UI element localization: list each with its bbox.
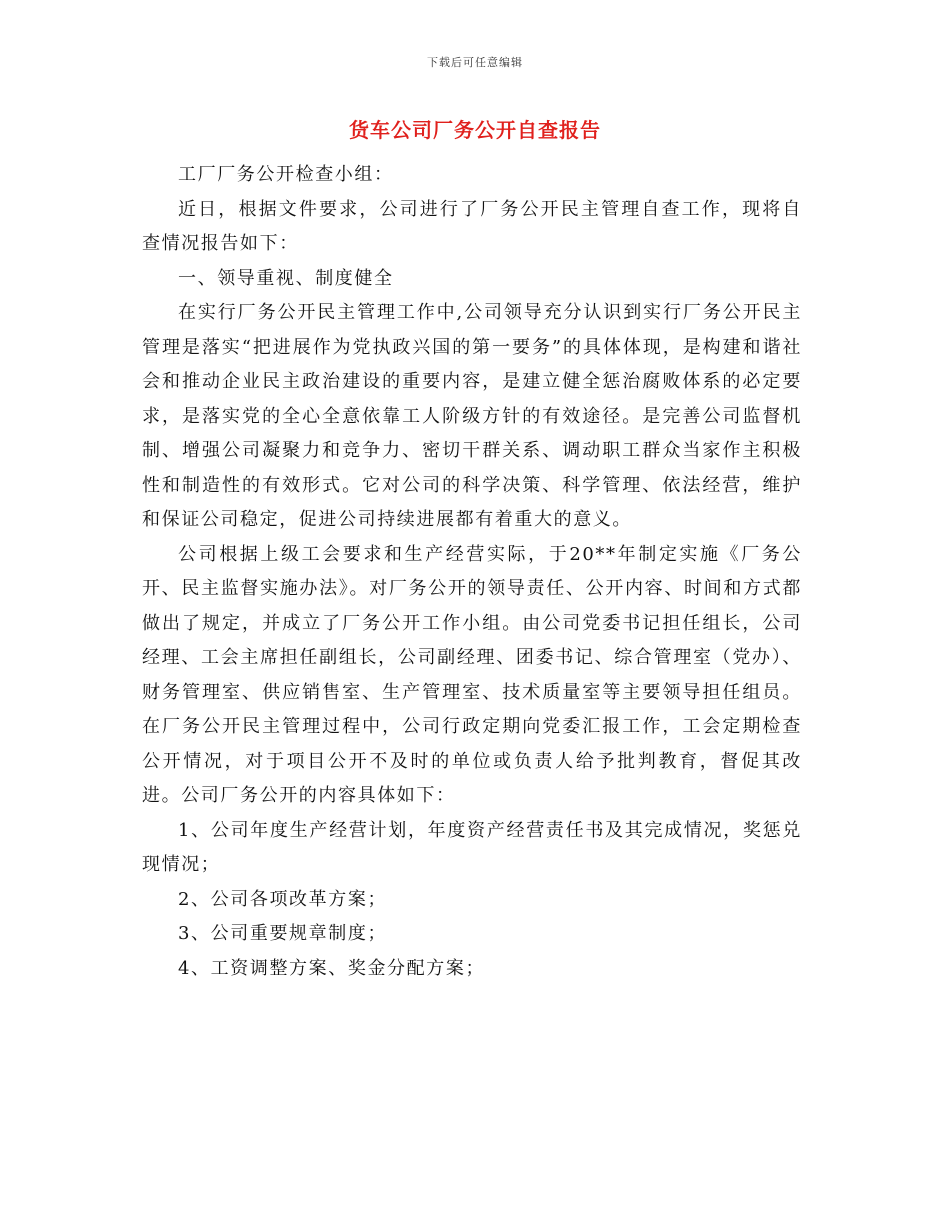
document-body <box>142 158 802 986</box>
body-paragraph: 公司根据上级工会要求和生产经营实际，于20**年制定实施《厂务公开、民主监督实施办法》。对厂务公开的领导责任、公开内容、时间和方式都做出了规定，并成立了厂务公开工作小组。由公司党委书记担任组长，公司经理、工会主席担任副组长，公司副经理、团委书记、综合管理室（党办）、财务管理室、供应销售室、生产管理室、技术质量室等主要领导担任组员。在厂务公开民主管理过程中，公司行政定期向党委汇报工作，工会定期检查公开情况，对于项目公开不及时的单位或负责人给予批判教育，督促其改进。公司厂务公开的内容具体如下： <box>142 543 802 806</box>
salutation: 工厂厂务公开检查小组： <box>178 164 394 185</box>
list-item: 4、工资调整方案、奖金分配方案； <box>178 957 486 979</box>
list-item: 1、公司年度生产经营计划，年度资产经营责任书及其完成情况，奖惩兑现情况； <box>142 819 802 875</box>
list-item: 2、公司各项改革方案； <box>178 888 388 910</box>
list-item: 3、公司重要规章制度； <box>178 923 388 944</box>
document-title: 货车公司厂务公开自查报告 <box>349 118 601 142</box>
intro-paragraph: 近日，根据文件要求，公司进行了厂务公开民主管理自查工作，现将自查情况报告如下： <box>142 198 802 254</box>
running-header: 下载后可任意编辑 <box>427 56 523 69</box>
body-paragraph: 在实行厂务公开民主管理工作中,公司领导充分认识到实行厂务公开民主管理是落实“把进展作为党执政兴国的第一要务”的具体体现，是构建和谐社会和推动企业民主政治建设的重要内容，是建立健全惩治腐败体系的必定要求，是落实党的全心全意依靠工人阶级方针的有效途径。是完善公司监督机制、增强公司凝聚力和竞争力、密切干群关系、调动职工群众当家作主积极性和制造性的有效形式。它对公司的科学决策、科学管理、依法经营，维护和保证公司稳定，促进公司持续进展都有着重大的意义。 <box>142 302 802 530</box>
section-heading: 一、领导重视、制度健全 <box>178 267 394 289</box>
